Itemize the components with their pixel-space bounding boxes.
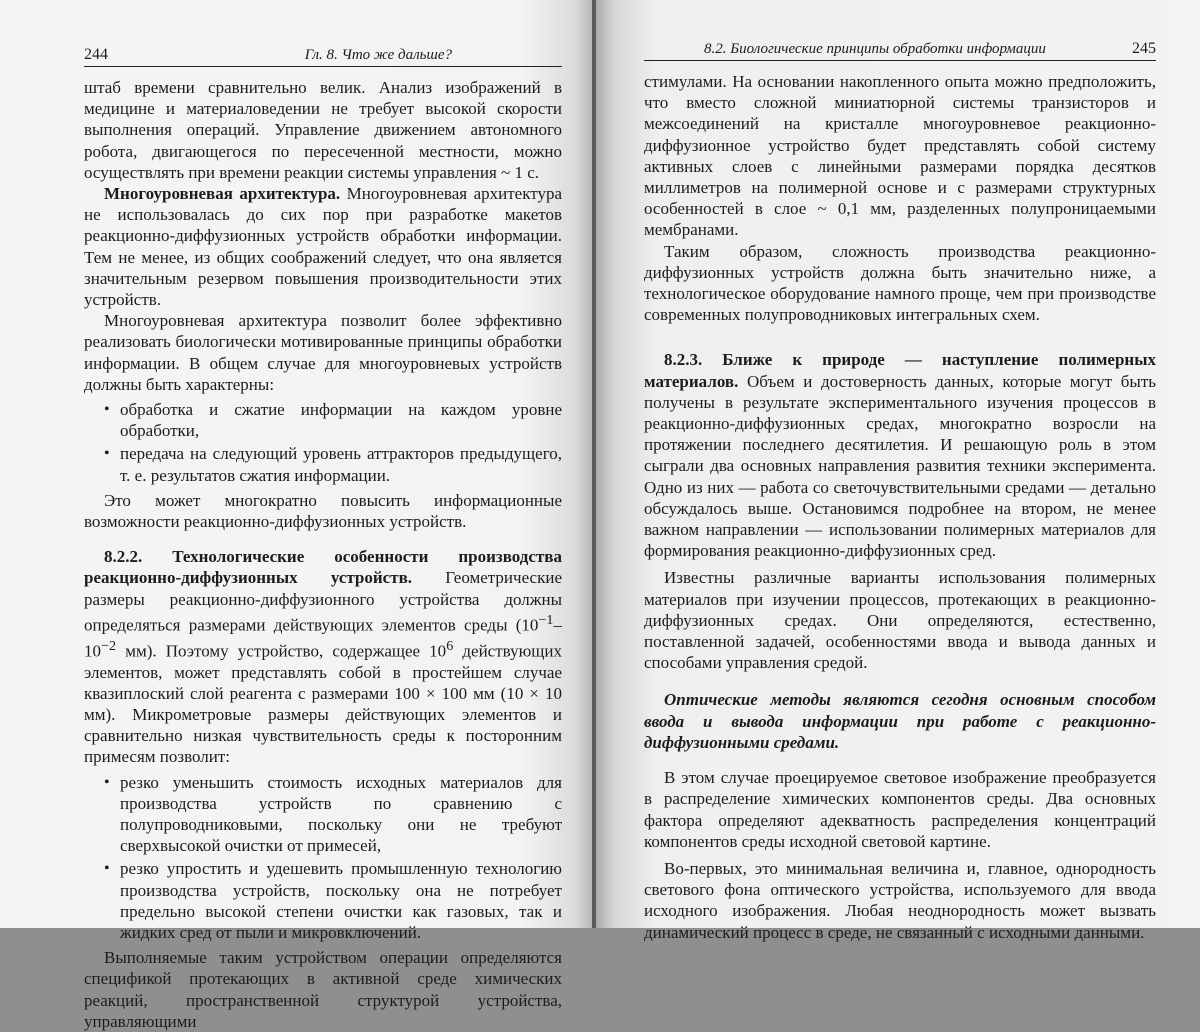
paragraph: Многоуровневая архитектура позволит более эффективно реализовать биологически мотивированные принципы обработки информации. В общем случае для многоуровневых устройств должны быть характерны: (84, 311, 562, 394)
section-8-2-3 (644, 349, 1156, 561)
list-item: • обработка и сжатие информации на каждом уровне обработки, (104, 399, 562, 441)
section-heading: 8.2.3. Ближе к природе — наступление полимерных материалов. (644, 350, 1156, 391)
right-page (596, 0, 1200, 942)
paragraph: Таким образом, сложность производства реакционно-диффузионных устройств должна быть значительно ниже, а технологическое оборудование намного проще, чем при производстве современных полупроводниковых интегральных схем. (644, 241, 1156, 325)
list-item: • резко уменьшить стоимость исходных материалов для производства устройств по сравнению с полупроводниковыми, поскольку они не требуют сверхвысокой очистки от примесей, (104, 772, 562, 857)
page-number-left: 244 (84, 46, 108, 63)
page-number-right: 245 (1132, 40, 1156, 57)
paragraph: В этом случае проецируемое световое изображение преобразуется в распределение химических компонентов среды. Два основных фактора определяют адекватность распределения концентраций компонентов среды исходной световой картине. (644, 768, 1156, 851)
paragraph: Выполняемые таким устройством операции определяются спецификой протекающих в активной среде химических реакций, пространственной структурой устройства, управляющими (84, 948, 562, 1031)
paragraph (84, 183, 562, 310)
paragraph: Это может многократно повысить информационные возможности реакционно-диффузионных устройств. (84, 490, 562, 532)
left-page (0, 0, 592, 1031)
paragraph: штаб времени сравнительно велик. Анализ изображений в медицине и материаловедении не требует высокой скорости выполнения операций. Управление движением автономного робота, двигающегося по пересеченной местности, можно осуществлять при времени реакции системы управления ~ 1 с. (84, 78, 562, 182)
running-header-right (644, 40, 1156, 61)
section-heading: 8.2.2. Технологические особенности производства реакционно-диффузионных устройств. (84, 547, 562, 588)
paragraph-text: Объем и достоверность данных, которые могут быть получены в результате экспериментального изучения процессов в реакционно-диффузионных средах, многократно возросли на протяжении последнего десятилетия. И решающую роль в этом сыграли два основных направления развития техники эксперимента. Одно из них — работа со светочувствительными средами — детально обсуждалось выше. Остановимся подробнее на втором, не менее важном направлении — использовании полимерных материалов для формирования реакционно-диффузионных сред. (644, 371, 1156, 561)
section-8-2-2: 8.2.2. Технологические особенности производства реакционно-диффузионных устройств. Геометрические размеры реакционно-диффузионного устройства должны определяться размерами действующих элементов среды ($10^{-1}-10^{-2}$ мм). Поэтому устройство, содержащее $10^6$ действующих элементов, может представлять собой в простейшем случае квазиплоский слой реагента с размерами 100 × 100 мм (10 × 10 мм). Микрометровые размеры действующих элементов и сравнительно низкая чувствительность среды к посторонним примесям позволит: (84, 547, 563, 767)
paragraph-text: Многоуровневая архитектура не использовалась до сих пор при разработке макетов реакционно-диффузионных устройств обработки информации. Тем не менее, из общих соображений следует, что она является значительным резервом повышения производительности этих устройств. (84, 184, 562, 310)
list-item: • передача на следующий уровень аттракторов предыдущего, т. е. результатов сжатия информации. (104, 443, 562, 485)
bullet-list (84, 399, 562, 486)
running-head-title-right: 8.2. Биологические принципы обработки информации (704, 41, 1046, 57)
bullet-list (84, 772, 562, 944)
running-header-left (84, 46, 562, 67)
paragraph: Во-первых, это минимальная величина и, главное, однородность светового фона оптического устройства, используемого для ввода исходного изображения. Любая неоднородность может вызвать динамический процесс в среде, не связанный с исходными данными. (644, 858, 1156, 942)
running-head-title-left: Гл. 8. Что же дальше? (304, 47, 452, 63)
paragraph: стимулами. На основании накопленного опыта можно предположить, что вместо сложной миниатюрной системы транзисторов и межсоединений на кристалле многоуровневое реакционно-диффузионное устройство будет представлять собой систему активных слоев с линейными размерами порядка десятков миллиметров на полимерной основе и с размерами структурных особенностей в слое ~ 0,1 мм, разделенных полупроницаемыми мембранами. (644, 72, 1156, 240)
emphasis-statement: Оптические методы являются сегодня основным способом ввода и вывода информации при работе с реакционно-диффузионными средами. (644, 690, 1156, 752)
list-item: • резко упростить и удешевить промышленную технологию производства устройств, поскольку она не потребует предельно высокой степени очистки как газовых, так и жидких сред от пыли и микровключений. (104, 858, 562, 943)
paragraph-lead: Многоуровневая архитектура. (104, 184, 341, 204)
paragraph: Известны различные варианты использования полимерных материалов при изучении процессов, протекающих в реакционно-диффузионных средах. Они определяются, естественно, поставленной задачей, особенностями ввода и вывода данных и способами управления средой. (644, 568, 1156, 673)
